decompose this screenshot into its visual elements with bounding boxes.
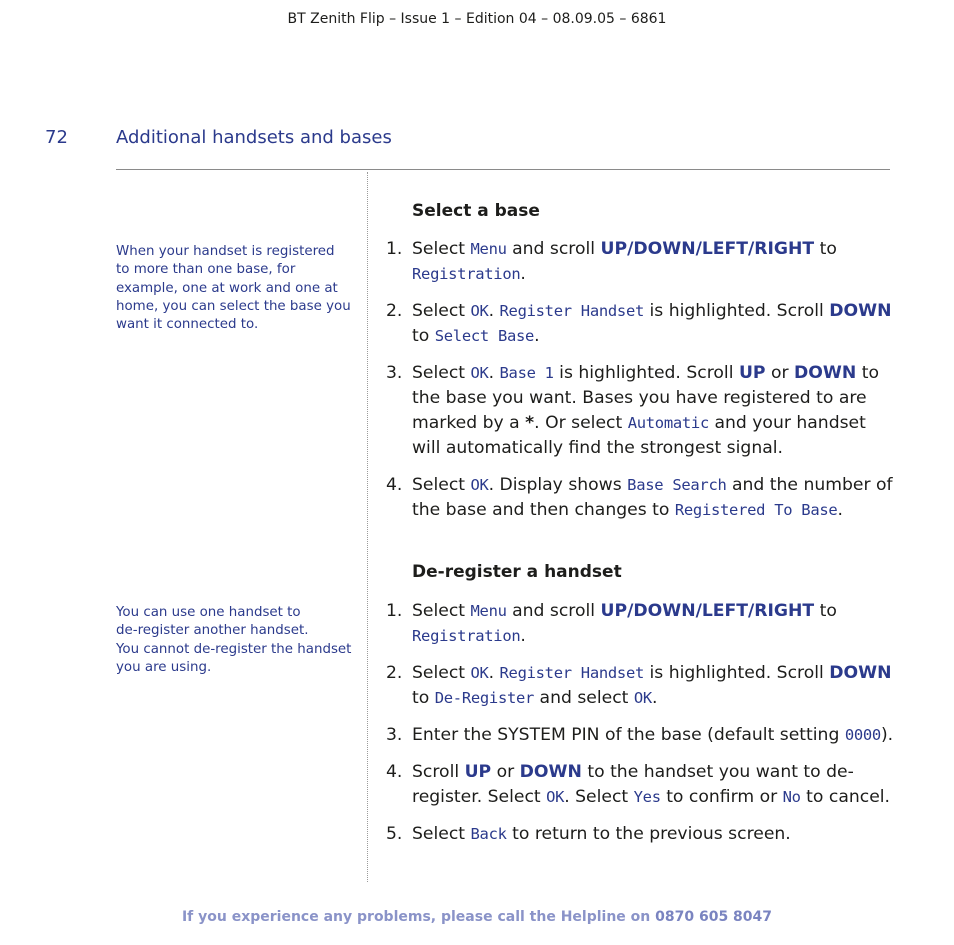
header-rule [116, 169, 890, 170]
text-run: Select [412, 601, 471, 621]
text-run: and your handset will automatically find the strongest signal. [412, 413, 866, 458]
step-number: 1. [386, 239, 403, 259]
sidenote-select-base [116, 243, 352, 334]
step-number: 2. [386, 663, 403, 683]
step-text [412, 599, 896, 649]
display-text: OK [470, 302, 489, 320]
display-text: Registered To Base [674, 501, 838, 519]
step-item [386, 822, 896, 847]
key-label: UP [464, 762, 492, 782]
heading-select-base: Select a base [412, 201, 540, 221]
display-text: Back [470, 825, 507, 843]
display-text: Menu [470, 240, 507, 258]
text-run: and scroll [506, 239, 601, 259]
text-run: . [651, 688, 658, 708]
text-run: . Select [564, 787, 634, 807]
display-text: Registration [412, 265, 521, 283]
text-run: to confirm or [660, 787, 783, 807]
step-text [412, 237, 896, 287]
key-label: DOWN [829, 663, 892, 683]
display-text: Register Handset [499, 664, 645, 682]
key-label: UP [738, 363, 766, 383]
display-text: Base Search [627, 476, 727, 494]
text-run: Select [412, 301, 471, 321]
text-run: . [488, 301, 500, 321]
step-number: 1. [386, 601, 403, 621]
text-run: Select [412, 363, 471, 383]
display-text: OK [633, 689, 652, 707]
display-text: OK [470, 364, 489, 382]
step-number: 2. [386, 301, 403, 321]
step-text [412, 361, 896, 461]
text-run: . Display shows [488, 475, 628, 495]
step-number: 4. [386, 475, 403, 495]
text-run: or [765, 363, 795, 383]
step-item [386, 237, 896, 287]
section-title: Additional handsets and bases [116, 127, 392, 148]
display-text: De-Register [434, 689, 535, 707]
page-number: 72 [45, 127, 68, 148]
sidenote-deregister [116, 604, 352, 677]
footer-text: If you experience any problems, please call the Helpline on [181, 909, 656, 925]
text-run: Scroll [412, 762, 465, 782]
text-run: is highlighted. Scroll [644, 663, 830, 683]
sidenote-line: de-register another handset. [116, 623, 309, 639]
text-run: . [534, 326, 540, 346]
display-text: Select Base [434, 327, 535, 345]
sidenote-line: You can use one handset to [116, 605, 301, 620]
step-text [412, 723, 896, 748]
text-run: . [488, 363, 500, 383]
text-run: . Or select [534, 413, 628, 433]
text-run: Enter the SYSTEM PIN of the base (default setting [412, 725, 845, 745]
text-run: to cancel. [800, 787, 891, 807]
key-label: UP/DOWN/LEFT/RIGHT [600, 601, 815, 621]
sidenote-line: You cannot de-register the handset you are using. [116, 641, 352, 675]
text-run: to return to the previous screen. [506, 824, 791, 844]
step-item [386, 661, 896, 711]
key-label: DOWN [519, 762, 582, 782]
step-text [412, 473, 896, 523]
helpline-footer [0, 909, 954, 925]
text-run: . [520, 264, 526, 284]
steps-deregister [386, 599, 896, 859]
text-run: is highlighted. Scroll [644, 301, 830, 321]
step-item [386, 473, 896, 523]
text-run: is highlighted. Scroll [553, 363, 739, 383]
step-text [412, 822, 896, 847]
text-run: and scroll [506, 601, 601, 621]
display-text: Register Handset [499, 302, 645, 320]
key-label: DOWN [829, 301, 892, 321]
display-text: Menu [470, 602, 507, 620]
display-text: Yes [633, 788, 661, 806]
text-run: Select [412, 239, 471, 259]
display-text: OK [470, 476, 489, 494]
display-text: 0000 [844, 726, 881, 744]
text-run: to the handset you want to de-register. Select [412, 762, 854, 807]
step-number: 3. [386, 363, 403, 383]
key-label: DOWN [794, 363, 857, 383]
display-text: OK [470, 664, 489, 682]
text-run: to [814, 239, 837, 259]
text-run: Select [412, 663, 471, 683]
step-item [386, 723, 896, 748]
text-run: Select [412, 824, 471, 844]
text-run: and the number of the base and then changes to [412, 475, 893, 520]
step-number: 5. [386, 824, 403, 844]
step-text [412, 661, 896, 711]
text-run: to [814, 601, 837, 621]
text-run: . [837, 500, 843, 520]
step-number: 4. [386, 762, 403, 782]
text-run: to [412, 326, 435, 346]
document-header: BT Zenith Flip – Issue 1 – Edition 04 – 08.09.05 – 6861 [287, 11, 667, 27]
display-text: Base 1 [499, 364, 554, 382]
step-text [412, 299, 896, 349]
step-item [386, 299, 896, 349]
step-item [386, 361, 896, 461]
step-item [386, 599, 896, 649]
star-symbol: * [525, 413, 535, 433]
text-run: or [491, 762, 520, 782]
text-run: . [488, 663, 500, 683]
helpline-phone: 0870 605 8047 [655, 909, 773, 925]
text-run: Select [412, 475, 471, 495]
text-run: and select [534, 688, 634, 708]
text-run: to [412, 688, 435, 708]
step-item [386, 760, 896, 810]
text-run: to the base you want. Bases you have registered to are marked by a [412, 363, 879, 433]
step-number: 3. [386, 725, 403, 745]
display-text: No [782, 788, 801, 806]
text-run: ). [880, 725, 894, 745]
display-text: Registration [412, 627, 521, 645]
display-text: OK [546, 788, 565, 806]
text-run: . [520, 626, 526, 646]
steps-select-base [386, 237, 896, 535]
column-divider [367, 172, 368, 882]
step-text [412, 760, 896, 810]
key-label: UP/DOWN/LEFT/RIGHT [600, 239, 815, 259]
sidenote-text: When your handset is registered to more than one base, for example, one at work and one at home, you can select the base you want it connected to. [116, 244, 351, 333]
display-text: Automatic [627, 414, 709, 432]
heading-deregister: De-register a handset [412, 562, 622, 582]
